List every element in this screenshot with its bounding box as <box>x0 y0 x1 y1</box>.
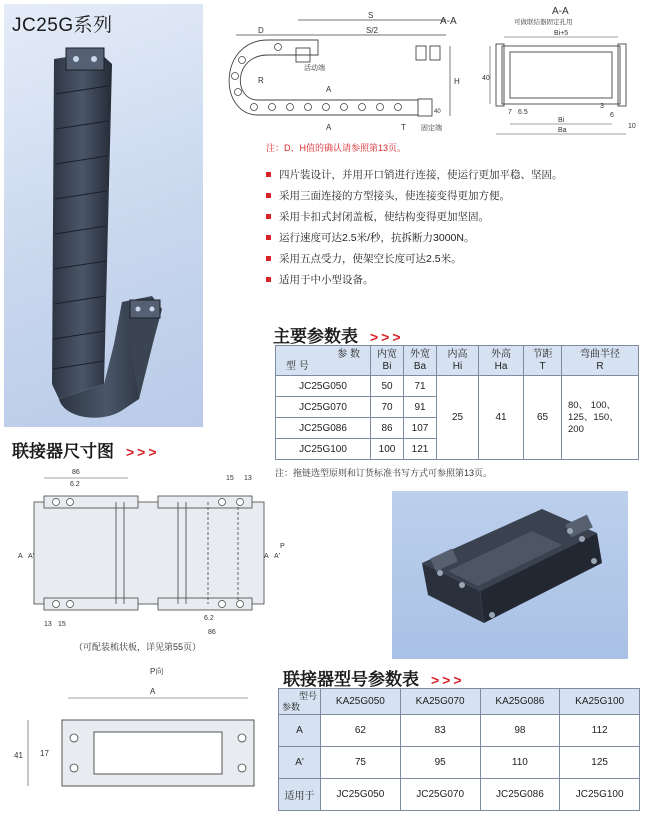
dim-A-right: A <box>264 553 269 560</box>
comb-plate-caption: （可配装梳状板，详见第55页） <box>74 642 202 652</box>
dim-40-section: 40 <box>482 75 490 82</box>
feature-list <box>266 165 563 291</box>
fixing-hole-note: 可做联结器固定孔用 <box>514 19 573 26</box>
dim-17: 17 <box>40 749 49 758</box>
cell-radius: 80、 100、125、150、200 <box>562 376 639 460</box>
col-ka25g070: KA25G070 <box>400 689 480 715</box>
top-note: 注：D、H值的确认请参照第13页。 <box>266 143 407 153</box>
table-row: JC25G086 86 107 <box>276 418 639 439</box>
dim-7: 7 <box>508 109 512 116</box>
dim-A-prime-left: A' <box>28 553 35 560</box>
conn-corner-header: 型号 参数 <box>279 689 321 715</box>
dim-S-half: S/2 <box>366 26 379 35</box>
table-row: A' 75 95 110 125 <box>279 747 640 779</box>
cross-section-diagram <box>478 4 643 139</box>
connector-end-view-diagram <box>8 662 258 802</box>
dim-6-5: 6.5 <box>518 109 528 116</box>
feature-item: 采用三面连接的方型接头，使连接变得更加方便。 <box>266 186 563 207</box>
bullet-icon <box>266 214 271 219</box>
dim-T: T <box>401 123 406 132</box>
section-title: A-A <box>552 6 569 17</box>
dim-R: R <box>258 76 264 85</box>
dim-A-end: A <box>150 687 156 696</box>
dim-6-2-bottom: 6.2 <box>204 615 214 622</box>
bullet-icon <box>266 256 271 261</box>
dim-15-bottom: 15 <box>58 621 66 628</box>
dim-41: 41 <box>14 751 23 760</box>
dim-6: 6 <box>610 112 614 119</box>
dim-P: P <box>280 543 285 550</box>
label-A-bottom: A <box>326 123 332 132</box>
feature-item: 采用五点受力，使架空长度可达2.5米。 <box>266 249 563 270</box>
arrows-icon: >>> <box>126 444 160 460</box>
dim-15-top: 15 <box>226 475 234 482</box>
feature-item: 采用卡扣式封闭盖板，使结构变得更加坚固。 <box>266 207 563 228</box>
dim-10: 10 <box>628 123 636 130</box>
col-outer-height: 外高 Ha <box>479 346 524 376</box>
bullet-icon <box>266 235 271 240</box>
table-row: JC25G070 70 91 <box>276 397 639 418</box>
dim-Bi-section: Bi <box>558 117 565 124</box>
params-section-title: 主要参数表 >>> <box>273 327 404 346</box>
dim-6-2-top: 6.2 <box>70 481 80 488</box>
bullet-icon <box>266 277 271 282</box>
label-A-top: A <box>326 85 332 94</box>
connector-plan-diagram <box>8 462 293 642</box>
cell-pitch: 65 <box>524 376 562 460</box>
dim-D: D <box>258 26 264 35</box>
dim-13-top: 13 <box>244 475 252 482</box>
arrows-icon: >>> <box>370 329 404 345</box>
feature-item: 适用于中小型设备。 <box>266 270 563 291</box>
col-ka25g100: KA25G100 <box>560 689 640 715</box>
table-row: 适用于 JC25G050 JC25G070 JC25G086 JC25G100 <box>279 779 640 811</box>
cell-hi: 25 <box>437 376 479 460</box>
bullet-icon <box>266 172 271 177</box>
col-inner-width: 内宽 Bi <box>371 346 404 376</box>
chain-layout-diagram <box>218 10 473 150</box>
params-note: 注：拖链选型原则和订货标准书写方式可参照第13页。 <box>275 468 493 478</box>
dim-S: S <box>368 11 374 20</box>
p-direction-label: P向 <box>150 667 164 676</box>
col-ka25g086: KA25G086 <box>480 689 560 715</box>
arrows-icon: >>> <box>431 672 465 688</box>
col-radius: 弯曲半径 R <box>562 346 639 376</box>
connector-3d-render <box>392 491 628 659</box>
dim-40: 40 <box>434 109 441 115</box>
dim-Bi-plus-5: Bi+5 <box>554 30 569 37</box>
dim-Ba-section: Ba <box>558 127 567 134</box>
col-ka25g050: KA25G050 <box>321 689 401 715</box>
table-row: A 62 83 98 112 <box>279 715 640 747</box>
feature-item: 四片装设计，并用开口销进行连接，使运行更加平稳、坚固。 <box>266 165 563 186</box>
dim-A-left: A <box>18 553 23 560</box>
cable-chain-photo <box>4 4 203 427</box>
fixed-end-label: 固定端 <box>421 125 442 132</box>
col-pitch: 节距 T <box>524 346 562 376</box>
table-row: JC25G050 50 71 25 41 65 80、 100、125、150、200 <box>276 376 639 397</box>
movable-end-label: 活动端 <box>304 65 325 72</box>
series-title: JC25G系列 <box>12 15 113 36</box>
params-corner-header: 参 数 型 号 <box>276 346 371 376</box>
dim-86: 86 <box>72 469 80 476</box>
col-outer-width: 外宽 Ba <box>404 346 437 376</box>
dim-H: H <box>454 77 460 86</box>
col-inner-height: 内高 Hi <box>437 346 479 376</box>
bullet-icon <box>266 193 271 198</box>
section-AA-label: A-A <box>440 16 457 27</box>
dim-A-prime-right: A' <box>274 553 281 560</box>
dim-86-bottom: 86 <box>208 629 216 636</box>
connector-model-table <box>278 688 640 811</box>
cell-ha: 41 <box>479 376 524 460</box>
feature-item: 运行速度可达2.5米/秒，抗拆断力3000N。 <box>266 228 563 249</box>
connector-dims-title: 联接器尺寸图 >>> <box>12 442 160 461</box>
table-row: JC25G100 100 121 <box>276 439 639 460</box>
dim-3: 3 <box>600 103 604 110</box>
connector-table-title: 联接器型号参数表 >>> <box>283 670 465 689</box>
dim-13-bottom: 13 <box>44 621 52 628</box>
params-table <box>275 345 639 460</box>
